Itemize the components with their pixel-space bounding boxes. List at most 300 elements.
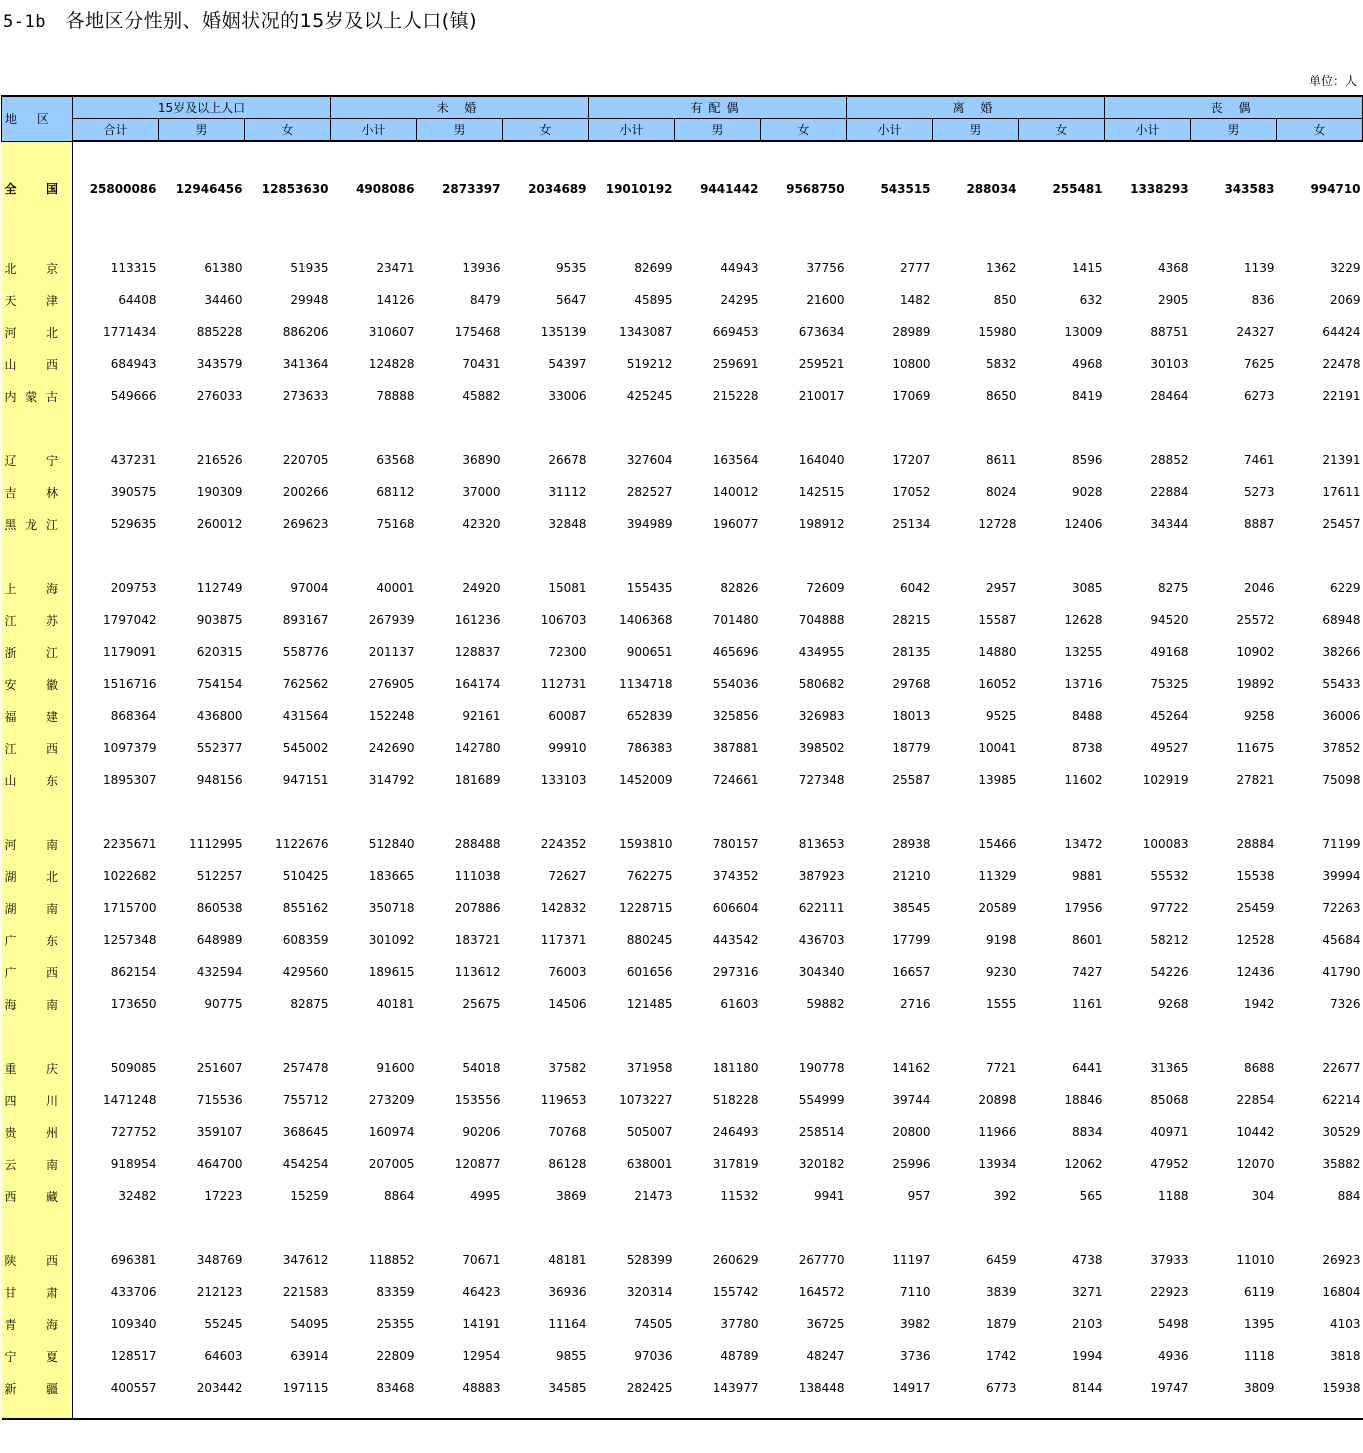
table-row xyxy=(2,1116,1363,1148)
region-name: 山东 xyxy=(2,764,73,796)
table-cell: 161236 xyxy=(454,613,501,627)
column-header: 小计 xyxy=(331,119,417,142)
table-cell: 140012 xyxy=(712,485,759,499)
table-cell: 8887 xyxy=(1244,517,1275,531)
table-row xyxy=(2,764,1363,796)
table-cell: 221583 xyxy=(282,1285,329,1299)
table-cell: 317819 xyxy=(712,1157,759,1171)
table-cell: 128517 xyxy=(110,1349,157,1363)
column-header: 小计 xyxy=(589,119,675,142)
table-cell: 267939 xyxy=(368,613,415,627)
table-cell: 54018 xyxy=(462,1061,501,1075)
table-cell: 1179091 xyxy=(103,645,157,659)
table-cell: 47952 xyxy=(1150,1157,1189,1171)
table-cell: 684943 xyxy=(110,357,157,371)
table-cell: 37000 xyxy=(462,485,501,499)
table-cell: 994710 xyxy=(1310,181,1361,196)
table-cell: 1228715 xyxy=(619,901,673,915)
table-cell: 63914 xyxy=(290,1349,329,1363)
table-cell: 15081 xyxy=(548,581,587,595)
table-cell: 327604 xyxy=(626,453,673,467)
table-cell: 648989 xyxy=(196,933,243,947)
table-cell: 203442 xyxy=(196,1381,243,1395)
region-name: 贵州 xyxy=(2,1116,73,1148)
table-cell: 197115 xyxy=(282,1381,329,1395)
table-cell: 143977 xyxy=(712,1381,759,1395)
table-cell: 510425 xyxy=(282,869,329,883)
table-cell: 25572 xyxy=(1236,613,1275,627)
table-cell: 29768 xyxy=(892,677,931,691)
table-cell: 1134718 xyxy=(619,677,673,691)
table-cell: 429560 xyxy=(282,965,329,979)
table-cell: 68112 xyxy=(376,485,415,499)
table-cell: 348769 xyxy=(196,1253,243,1267)
table-cell: 28135 xyxy=(892,645,931,659)
table-cell: 16657 xyxy=(892,965,931,979)
table-cell: 17223 xyxy=(204,1189,243,1203)
table-cell: 25355 xyxy=(376,1317,415,1331)
table-cell: 45882 xyxy=(462,389,501,403)
table-cell: 8688 xyxy=(1244,1061,1275,1075)
table-cell: 432594 xyxy=(196,965,243,979)
table-cell: 37582 xyxy=(548,1061,587,1075)
spacer-row xyxy=(2,796,1363,828)
table-row xyxy=(2,604,1363,636)
table-cell: 606604 xyxy=(712,901,759,915)
table-cell: 207005 xyxy=(368,1157,415,1171)
region-name: 全国 xyxy=(2,157,73,220)
table-cell: 638001 xyxy=(626,1157,673,1171)
table-cell: 786383 xyxy=(626,741,673,755)
table-cell: 7110 xyxy=(900,1285,931,1299)
table-cell: 48883 xyxy=(462,1381,501,1395)
table-cell: 7625 xyxy=(1244,357,1275,371)
region-name: 甘肃 xyxy=(2,1276,73,1308)
table-row xyxy=(2,924,1363,956)
table-cell: 371958 xyxy=(626,1061,673,1075)
table-cell: 701480 xyxy=(712,613,759,627)
table-cell: 91600 xyxy=(376,1061,415,1075)
table-cell: 301092 xyxy=(368,933,415,947)
table-cell: 25459 xyxy=(1236,901,1275,915)
table-cell: 90775 xyxy=(204,997,243,1011)
table-cell: 855162 xyxy=(282,901,329,915)
table-cell: 224352 xyxy=(540,837,587,851)
table-cell: 4995 xyxy=(469,1189,501,1203)
table-cell: 21600 xyxy=(806,293,845,307)
table-row xyxy=(2,316,1363,348)
table-cell: 11966 xyxy=(978,1125,1017,1139)
table-cell: 22923 xyxy=(1150,1285,1189,1299)
table-cell: 20589 xyxy=(978,901,1017,915)
region-name: 陕西 xyxy=(2,1244,73,1276)
table-cell: 1797042 xyxy=(103,613,157,627)
table-row xyxy=(2,1372,1363,1404)
table-row xyxy=(2,988,1363,1020)
table-cell: 11329 xyxy=(978,869,1017,883)
table-cell: 554999 xyxy=(798,1093,845,1107)
table-cell: 813653 xyxy=(798,837,845,851)
table-cell: 37852 xyxy=(1322,741,1361,755)
table-cell: 8275 xyxy=(1158,581,1189,595)
table-cell: 19747 xyxy=(1150,1381,1189,1395)
table-cell: 21391 xyxy=(1322,453,1361,467)
table-cell: 392 xyxy=(993,1189,1017,1203)
table-cell: 5832 xyxy=(986,357,1017,371)
table-cell: 39744 xyxy=(892,1093,931,1107)
table-row xyxy=(2,508,1363,540)
table-cell: 153556 xyxy=(454,1093,501,1107)
table-row xyxy=(2,444,1363,476)
table-cell: 128837 xyxy=(454,645,501,659)
table-cell: 14880 xyxy=(978,645,1017,659)
table-cell: 543515 xyxy=(880,181,931,196)
table-row xyxy=(2,252,1363,284)
table-cell: 97004 xyxy=(290,581,329,595)
table-cell: 398502 xyxy=(798,741,845,755)
table-cell: 41790 xyxy=(1322,965,1361,979)
column-header: 小计 xyxy=(1105,119,1191,142)
table-row xyxy=(2,1084,1363,1116)
table-row xyxy=(2,1276,1363,1308)
table-cell: 17611 xyxy=(1322,485,1361,499)
table-cell: 59882 xyxy=(806,997,845,1011)
table-cell: 8834 xyxy=(1072,1125,1103,1139)
table-cell: 1406368 xyxy=(619,613,673,627)
table-cell: 9535 xyxy=(555,261,587,275)
table-cell: 374352 xyxy=(712,869,759,883)
region-name: 江西 xyxy=(2,732,73,764)
table-cell: 6459 xyxy=(986,1253,1017,1267)
table-cell: 755712 xyxy=(282,1093,329,1107)
table-cell: 90206 xyxy=(462,1125,501,1139)
table-cell: 88751 xyxy=(1150,325,1189,339)
region-name: 山西 xyxy=(2,348,73,380)
table-cell: 565 xyxy=(1079,1189,1103,1203)
table-cell: 92161 xyxy=(462,709,501,723)
table-cell: 622111 xyxy=(798,901,845,915)
table-cell: 17069 xyxy=(892,389,931,403)
table-cell: 727348 xyxy=(798,773,845,787)
table-row xyxy=(2,157,1363,220)
column-header: 女 xyxy=(245,119,331,142)
table-cell: 359107 xyxy=(196,1125,243,1139)
table-cell: 100083 xyxy=(1142,837,1189,851)
region-name: 内蒙古 xyxy=(2,380,73,412)
table-cell: 12728 xyxy=(978,517,1017,531)
table-cell: 51935 xyxy=(290,261,329,275)
table-cell: 7721 xyxy=(986,1061,1017,1075)
table-cell: 46423 xyxy=(462,1285,501,1299)
table-cell: 4103 xyxy=(1330,1317,1361,1331)
table-cell: 70431 xyxy=(462,357,501,371)
table-cell: 893167 xyxy=(282,613,329,627)
group-header: 有配偶 xyxy=(589,96,847,119)
table-cell: 25134 xyxy=(892,517,931,531)
table-cell: 24295 xyxy=(720,293,759,307)
table-row xyxy=(2,636,1363,668)
table-cell: 528399 xyxy=(626,1253,673,1267)
table-cell: 164174 xyxy=(454,677,501,691)
table-cell: 669453 xyxy=(712,325,759,339)
table-cell: 112749 xyxy=(196,581,243,595)
table-cell: 198912 xyxy=(798,517,845,531)
table-cell: 1139 xyxy=(1244,261,1275,275)
table-cell: 38545 xyxy=(892,901,931,915)
table-cell: 82875 xyxy=(290,997,329,1011)
table-cell: 454254 xyxy=(282,1157,329,1171)
table-cell: 34460 xyxy=(204,293,243,307)
table-cell: 121485 xyxy=(626,997,673,1011)
table-cell: 25587 xyxy=(892,773,931,787)
table-cell: 220705 xyxy=(282,453,329,467)
table-cell: 325856 xyxy=(712,709,759,723)
table-cell: 259691 xyxy=(712,357,759,371)
table-cell: 28215 xyxy=(892,613,931,627)
column-header: 男 xyxy=(933,119,1019,142)
spacer-row xyxy=(2,1404,1363,1419)
table-cell: 1343087 xyxy=(619,325,673,339)
table-cell: 12954 xyxy=(462,1349,501,1363)
table-cell: 5273 xyxy=(1244,485,1275,499)
table-cell: 754154 xyxy=(196,677,243,691)
table-cell: 14917 xyxy=(892,1381,931,1395)
table-cell: 632 xyxy=(1079,293,1103,307)
table-cell: 25800086 xyxy=(89,181,157,196)
table-cell: 552377 xyxy=(196,741,243,755)
table-cell: 12436 xyxy=(1236,965,1275,979)
table-cell: 26678 xyxy=(548,453,587,467)
spacer-row xyxy=(2,220,1363,252)
table-cell: 434955 xyxy=(798,645,845,659)
table-cell: 2235671 xyxy=(103,837,157,851)
table-cell: 152248 xyxy=(368,709,415,723)
table-cell: 8611 xyxy=(986,453,1017,467)
table-cell: 8144 xyxy=(1072,1381,1103,1395)
table-cell: 22854 xyxy=(1236,1093,1275,1107)
table-cell: 181180 xyxy=(712,1061,759,1075)
table-cell: 142515 xyxy=(798,485,845,499)
table-cell: 8864 xyxy=(383,1189,415,1203)
table-cell: 2777 xyxy=(900,261,931,275)
table-cell: 36936 xyxy=(548,1285,587,1299)
table-cell: 9258 xyxy=(1244,709,1275,723)
table-cell: 201137 xyxy=(368,645,415,659)
table-title: 各地区分性别、婚姻状况的15岁及以上人口(镇) xyxy=(65,10,478,32)
table-cell: 2046 xyxy=(1244,581,1275,595)
region-name: 重庆 xyxy=(2,1052,73,1084)
table-cell: 25996 xyxy=(892,1157,931,1171)
table-cell: 112731 xyxy=(540,677,587,691)
table-cell: 9028 xyxy=(1072,485,1103,499)
table-cell: 155742 xyxy=(712,1285,759,1299)
table-cell: 181689 xyxy=(454,773,501,787)
table-cell: 1742 xyxy=(986,1349,1017,1363)
table-cell: 2069 xyxy=(1330,293,1361,307)
table-cell: 36006 xyxy=(1322,709,1361,723)
table-cell: 28989 xyxy=(892,325,931,339)
table-cell: 886206 xyxy=(282,325,329,339)
table-cell: 273633 xyxy=(282,389,329,403)
table-cell: 119653 xyxy=(540,1093,587,1107)
table-cell: 61603 xyxy=(720,997,759,1011)
region-name: 云南 xyxy=(2,1148,73,1180)
table-cell: 34585 xyxy=(548,1381,587,1395)
table-cell: 32848 xyxy=(548,517,587,531)
table-cell: 209753 xyxy=(110,581,157,595)
table-cell: 400557 xyxy=(110,1381,157,1395)
table-cell: 164040 xyxy=(798,453,845,467)
table-cell: 17956 xyxy=(1064,901,1103,915)
table-cell: 11197 xyxy=(892,1253,931,1267)
table-cell: 44943 xyxy=(720,261,759,275)
region-name: 西藏 xyxy=(2,1180,73,1212)
table-cell: 3271 xyxy=(1072,1285,1103,1299)
table-cell: 13985 xyxy=(978,773,1017,787)
table-cell: 2103 xyxy=(1072,1317,1103,1331)
table-cell: 37933 xyxy=(1150,1253,1189,1267)
table-cell: 3839 xyxy=(986,1285,1017,1299)
table-cell: 620315 xyxy=(196,645,243,659)
spacer-row xyxy=(2,412,1363,444)
table-cell: 724661 xyxy=(712,773,759,787)
table-cell: 269623 xyxy=(282,517,329,531)
table-cell: 190309 xyxy=(196,485,243,499)
table-cell: 71199 xyxy=(1322,837,1361,851)
table-cell: 836 xyxy=(1251,293,1275,307)
table-cell: 120877 xyxy=(454,1157,501,1171)
table-cell: 3736 xyxy=(900,1349,931,1363)
table-cell: 3818 xyxy=(1330,1349,1361,1363)
table-cell: 97722 xyxy=(1150,901,1189,915)
table-cell: 437231 xyxy=(110,453,157,467)
table-cell: 45264 xyxy=(1150,709,1189,723)
table-cell: 111038 xyxy=(454,869,501,883)
table-cell: 727752 xyxy=(110,1125,157,1139)
table-cell: 25457 xyxy=(1322,517,1361,531)
table-cell: 9268 xyxy=(1158,997,1189,1011)
table-cell: 549666 xyxy=(110,389,157,403)
table-cell: 341364 xyxy=(282,357,329,371)
table-cell: 258514 xyxy=(798,1125,845,1139)
table-cell: 142780 xyxy=(454,741,501,755)
column-header: 女 xyxy=(503,119,589,142)
table-cell: 1895307 xyxy=(103,773,157,787)
table-cell: 558776 xyxy=(282,645,329,659)
table-row xyxy=(2,1052,1363,1084)
table-cell: 36890 xyxy=(462,453,501,467)
table-cell: 1188 xyxy=(1158,1189,1189,1203)
table-cell: 255481 xyxy=(1052,181,1103,196)
group-header: 15岁及以上人口 xyxy=(73,96,331,119)
table-cell: 11532 xyxy=(720,1189,759,1203)
table-cell: 78888 xyxy=(376,389,415,403)
table-row xyxy=(2,380,1363,412)
table-cell: 190778 xyxy=(798,1061,845,1075)
table-cell: 431564 xyxy=(282,709,329,723)
table-cell: 26923 xyxy=(1322,1253,1361,1267)
table-cell: 1257348 xyxy=(103,933,157,947)
table-cell: 31365 xyxy=(1150,1061,1189,1075)
header-row-groups xyxy=(2,96,1363,119)
table-cell: 15587 xyxy=(978,613,1017,627)
table-cell: 45895 xyxy=(634,293,673,307)
table-cell: 884 xyxy=(1337,1189,1361,1203)
table-cell: 35882 xyxy=(1322,1157,1361,1171)
table-row xyxy=(2,668,1363,700)
region-name: 四川 xyxy=(2,1084,73,1116)
table-cell: 21210 xyxy=(892,869,931,883)
table-cell: 673634 xyxy=(798,325,845,339)
region-name: 北京 xyxy=(2,252,73,284)
table-cell: 368645 xyxy=(282,1125,329,1139)
table-cell: 216526 xyxy=(196,453,243,467)
table-cell: 1118 xyxy=(1244,1349,1275,1363)
table-cell: 9525 xyxy=(986,709,1017,723)
table-cell: 14162 xyxy=(892,1061,931,1075)
region-name: 辽宁 xyxy=(2,444,73,476)
table-cell: 14126 xyxy=(376,293,415,307)
table-cell: 30103 xyxy=(1150,357,1189,371)
column-header: 男 xyxy=(675,119,761,142)
table-cell: 34344 xyxy=(1150,517,1189,531)
table-row xyxy=(2,700,1363,732)
spacer-row xyxy=(2,141,1363,157)
column-header: 男 xyxy=(417,119,503,142)
column-header: 男 xyxy=(1191,119,1277,142)
table-cell: 19892 xyxy=(1236,677,1275,691)
table-row xyxy=(2,1180,1363,1212)
table-cell: 696381 xyxy=(110,1253,157,1267)
table-cell: 1097379 xyxy=(103,741,157,755)
table-cell: 6441 xyxy=(1072,1061,1103,1075)
table-cell: 260012 xyxy=(196,517,243,531)
region-name: 天津 xyxy=(2,284,73,316)
table-cell: 200266 xyxy=(282,485,329,499)
table-cell: 83359 xyxy=(376,1285,415,1299)
table-cell: 38266 xyxy=(1322,645,1361,659)
table-cell: 25675 xyxy=(462,997,501,1011)
table-cell: 12070 xyxy=(1236,1157,1275,1171)
region-name: 黑龙江 xyxy=(2,508,73,540)
table-cell: 310607 xyxy=(368,325,415,339)
table-cell: 350718 xyxy=(368,901,415,915)
table-cell: 82699 xyxy=(634,261,673,275)
table-cell: 11010 xyxy=(1236,1253,1275,1267)
column-header: 男 xyxy=(159,119,245,142)
region-name: 安徽 xyxy=(2,668,73,700)
table-cell: 9441442 xyxy=(700,181,759,196)
region-name: 青海 xyxy=(2,1308,73,1340)
table-cell: 267770 xyxy=(798,1253,845,1267)
table-cell: 22478 xyxy=(1322,357,1361,371)
table-cell: 54397 xyxy=(548,357,587,371)
table-cell: 3229 xyxy=(1330,261,1361,275)
table-cell: 304 xyxy=(1251,1189,1275,1203)
table-cell: 1452009 xyxy=(619,773,673,787)
table-cell: 780157 xyxy=(712,837,759,851)
table-cell: 903875 xyxy=(196,613,243,627)
table-cell: 64424 xyxy=(1322,325,1361,339)
table-cell: 48789 xyxy=(720,1349,759,1363)
region-name: 河北 xyxy=(2,316,73,348)
table-cell: 22677 xyxy=(1322,1061,1361,1075)
table-cell: 9941 xyxy=(814,1189,845,1203)
table-cell: 8479 xyxy=(469,293,501,307)
table-cell: 4968 xyxy=(1072,357,1103,371)
table-cell: 652839 xyxy=(626,709,673,723)
table-cell: 28464 xyxy=(1150,389,1189,403)
